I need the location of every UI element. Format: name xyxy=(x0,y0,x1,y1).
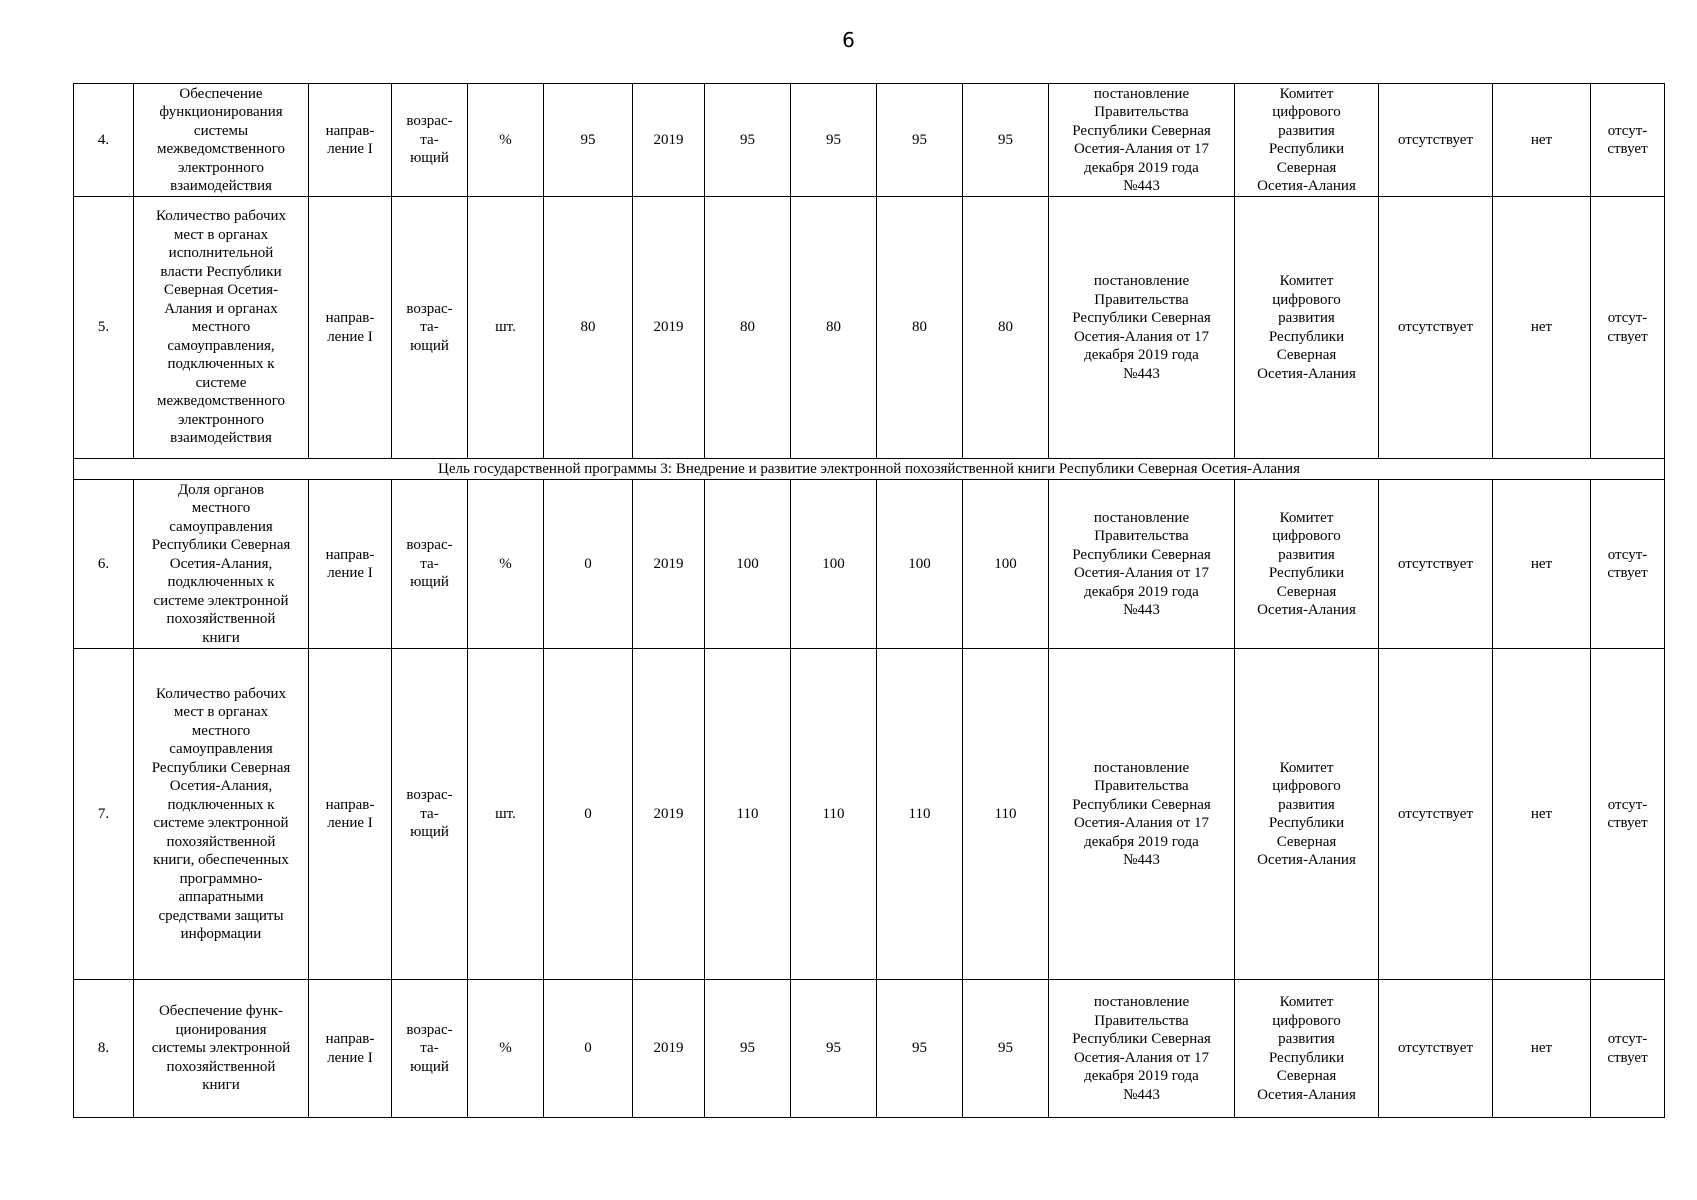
responsible-cell xyxy=(1235,84,1379,197)
text-line: развития xyxy=(1278,546,1335,563)
value-3-cell: 95 xyxy=(877,980,963,1118)
value-2-cell: 100 xyxy=(791,480,877,649)
value-4-cell: 110 xyxy=(963,649,1049,980)
text-line: направ- xyxy=(325,796,375,813)
text-line: отсут- xyxy=(1607,546,1648,563)
text-line: ствует xyxy=(1607,1049,1648,1066)
value-1-cell: 110 xyxy=(705,649,791,980)
text-line: Правительства xyxy=(1094,528,1189,544)
text-line: Республики xyxy=(1268,815,1345,831)
value-2-cell: 95 xyxy=(791,980,877,1118)
indicator-name xyxy=(134,480,309,649)
value-4-cell: 95 xyxy=(963,980,1049,1118)
text-line: межведомственного xyxy=(156,141,285,157)
text-line: постановление xyxy=(1093,994,1190,1010)
text-line: цифрового xyxy=(1272,1012,1341,1029)
text-line: Комитет xyxy=(1279,994,1334,1010)
text-line: декабря 2019 года xyxy=(1084,1068,1199,1084)
value-4-cell: 80 xyxy=(963,197,1049,459)
value-1-cell: 80 xyxy=(705,197,791,459)
base-year-cell: 2019 xyxy=(633,980,705,1118)
text-line: Северная xyxy=(1276,833,1337,850)
text-line: Осетия-Алания от 17 xyxy=(1073,141,1210,157)
value-2-cell: 110 xyxy=(791,649,877,980)
base-value-cell: 95 xyxy=(544,84,633,197)
text-line: развития xyxy=(1278,1031,1335,1047)
document-cell xyxy=(1049,980,1235,1118)
base-year-cell: 2019 xyxy=(633,480,705,649)
col-15-cell xyxy=(1591,980,1665,1118)
text-line: Осетия-Алания от 17 xyxy=(1073,328,1210,345)
col-14-cell: нет xyxy=(1493,980,1591,1118)
text-line: ющий xyxy=(410,574,449,591)
text-line: цифрового xyxy=(1272,528,1341,544)
text-line: ление I xyxy=(327,815,373,831)
document-cell xyxy=(1049,84,1235,197)
text-line: Осетия-Алания от 17 xyxy=(1073,1049,1210,1066)
unit-cell: % xyxy=(468,480,544,649)
text-line: Осетия-Алания xyxy=(1257,1086,1356,1103)
text-line: №443 xyxy=(1123,365,1160,382)
unit-cell: шт. xyxy=(468,197,544,459)
indicators-table xyxy=(73,83,1665,1118)
row-number: 6. xyxy=(74,480,134,649)
page-number: 6 xyxy=(842,28,855,52)
goal-text: Цель государственной программы 3: Внедрение и развитие электронной похозяйственной книги Республики Северная Осетия-Алания xyxy=(74,459,1665,480)
row-number: 4. xyxy=(74,84,134,197)
text-line: Правительства xyxy=(1094,1012,1189,1029)
text-line: электронного xyxy=(178,159,264,176)
text-line: Республики xyxy=(1268,565,1345,581)
col-13-cell: отсутствует xyxy=(1379,649,1493,980)
text-line: мест в органах xyxy=(173,226,269,243)
text-line: отсут- xyxy=(1607,122,1648,139)
col-13-cell: отсутствует xyxy=(1379,84,1493,197)
text-line: Комитет xyxy=(1279,273,1334,289)
text-line: та- xyxy=(420,805,439,822)
text-line: постановление xyxy=(1093,273,1190,289)
col-15-cell xyxy=(1591,649,1665,980)
text-line: Республики Северная xyxy=(1072,310,1211,326)
value-2-cell: 95 xyxy=(791,84,877,197)
text-line: самоуправления xyxy=(169,741,273,757)
text-line: ционирования xyxy=(175,1021,267,1038)
text-line: Северная xyxy=(1276,1068,1337,1084)
text-line: Правительства xyxy=(1094,778,1189,794)
col-13-cell: отсутствует xyxy=(1379,480,1493,649)
text-line: самоуправления, xyxy=(167,337,275,354)
text-line: самоуправления xyxy=(169,518,273,535)
text-line: Северная xyxy=(1276,583,1337,600)
indicator-name xyxy=(134,980,309,1118)
direction-cell xyxy=(309,649,392,980)
text-line: Северная Осетия- xyxy=(163,282,279,299)
col-15-cell xyxy=(1591,84,1665,197)
base-value-cell: 80 xyxy=(544,197,633,459)
text-line: Республики Северная xyxy=(151,537,291,554)
text-line: Правительства xyxy=(1094,291,1189,308)
text-line: похозяйственной xyxy=(166,833,276,850)
row-number: 8. xyxy=(74,980,134,1118)
value-3-cell: 80 xyxy=(877,197,963,459)
text-line: подключенных к xyxy=(167,796,275,813)
text-line: возрас- xyxy=(406,113,453,130)
text-line: ствует xyxy=(1607,565,1648,581)
col-15-cell xyxy=(1591,480,1665,649)
text-line: аппаратными xyxy=(178,889,264,905)
text-line: та- xyxy=(420,319,439,336)
col-15-cell xyxy=(1591,197,1665,459)
text-line: Комитет xyxy=(1279,759,1334,776)
text-line: направ- xyxy=(325,310,375,326)
text-line: исполнительной xyxy=(168,245,274,262)
text-line: №443 xyxy=(1123,178,1160,194)
text-line: Осетия-Алания, xyxy=(169,555,273,572)
text-line: Осетия-Алания xyxy=(1257,365,1356,382)
text-line: ющий xyxy=(410,1058,449,1075)
text-line: системе xyxy=(195,374,247,391)
text-line: декабря 2019 года xyxy=(1084,347,1199,363)
text-line: Северная xyxy=(1276,159,1337,176)
text-line: направ- xyxy=(325,122,375,139)
text-line: подключенных к xyxy=(167,356,275,373)
text-line: ющий xyxy=(410,337,449,354)
document-cell xyxy=(1049,649,1235,980)
trend-cell xyxy=(392,197,468,459)
text-line: ющий xyxy=(410,150,449,167)
row-number: 7. xyxy=(74,649,134,980)
text-line: Количество рабочих xyxy=(155,685,287,702)
text-line: декабря 2019 года xyxy=(1084,159,1199,176)
unit-cell: % xyxy=(468,84,544,197)
col-13-cell: отсутствует xyxy=(1379,197,1493,459)
text-line: №443 xyxy=(1123,602,1160,618)
text-line: Доля органов xyxy=(177,481,265,498)
table-row xyxy=(74,197,1665,459)
text-line: книги xyxy=(202,629,240,646)
text-line: системе электронной xyxy=(153,815,289,831)
text-line: Республики Северная xyxy=(1072,1031,1211,1047)
base-value-cell: 0 xyxy=(544,980,633,1118)
value-4-cell: 100 xyxy=(963,480,1049,649)
text-line: похозяйственной xyxy=(166,1058,276,1075)
text-line: возрас- xyxy=(406,537,453,554)
trend-cell xyxy=(392,980,468,1118)
value-1-cell: 100 xyxy=(705,480,791,649)
text-line: №443 xyxy=(1123,852,1160,868)
text-line: Количество рабочих xyxy=(155,208,287,225)
text-line: развития xyxy=(1278,796,1335,813)
text-line: мест в органах xyxy=(173,704,269,720)
text-line: развития xyxy=(1278,310,1335,326)
value-3-cell: 95 xyxy=(877,84,963,197)
row-number: 5. xyxy=(74,197,134,459)
text-line: возрас- xyxy=(406,1021,453,1038)
col-14-cell: нет xyxy=(1493,197,1591,459)
text-line: ствует xyxy=(1607,141,1648,157)
base-value-cell: 0 xyxy=(544,480,633,649)
text-line: Обеспечение xyxy=(179,85,263,102)
text-line: Северная xyxy=(1276,347,1337,363)
document-cell xyxy=(1049,197,1235,459)
text-line: та- xyxy=(420,131,439,148)
text-line: похозяйственной xyxy=(166,611,276,628)
text-line: цифрового xyxy=(1272,104,1341,120)
unit-cell: шт. xyxy=(468,649,544,980)
text-line: системы xyxy=(193,122,249,139)
trend-cell xyxy=(392,649,468,980)
text-line: ление I xyxy=(327,1049,373,1066)
direction-cell xyxy=(309,980,392,1118)
text-line: Алания и органах xyxy=(164,300,278,317)
value-3-cell: 100 xyxy=(877,480,963,649)
text-line: взаимодействия xyxy=(170,430,272,447)
text-line: №443 xyxy=(1123,1086,1160,1103)
text-line: электронного xyxy=(178,411,264,428)
table-row xyxy=(74,980,1665,1118)
indicator-name xyxy=(134,197,309,459)
text-line: отсут- xyxy=(1607,1031,1648,1047)
text-line: функционирования xyxy=(159,104,283,120)
text-line: отсут- xyxy=(1607,796,1648,813)
document-cell xyxy=(1049,480,1235,649)
direction-cell xyxy=(309,197,392,459)
text-line: направ- xyxy=(325,546,375,563)
text-line: возрас- xyxy=(406,787,453,804)
text-line: ление I xyxy=(327,328,373,345)
text-line: отсут- xyxy=(1607,310,1648,326)
text-line: местного xyxy=(191,722,251,739)
value-1-cell: 95 xyxy=(705,84,791,197)
text-line: ствует xyxy=(1607,328,1648,345)
responsible-cell xyxy=(1235,480,1379,649)
text-line: местного xyxy=(191,500,251,517)
col-13-cell: отсутствует xyxy=(1379,980,1493,1118)
responsible-cell xyxy=(1235,649,1379,980)
col-14-cell: нет xyxy=(1493,84,1591,197)
direction-cell xyxy=(309,84,392,197)
value-2-cell: 80 xyxy=(791,197,877,459)
text-line: Правительства xyxy=(1094,104,1189,120)
text-line: системе электронной xyxy=(153,592,289,609)
text-line: постановление xyxy=(1093,509,1190,526)
value-1-cell: 95 xyxy=(705,980,791,1118)
text-line: Осетия-Алания от 17 xyxy=(1073,815,1210,831)
value-4-cell: 95 xyxy=(963,84,1049,197)
indicator-name xyxy=(134,84,309,197)
table-row xyxy=(74,480,1665,649)
text-line: подключенных к xyxy=(167,574,275,591)
text-line: ление I xyxy=(327,565,373,581)
text-line: постановление xyxy=(1093,759,1190,776)
col-14-cell: нет xyxy=(1493,649,1591,980)
text-line: местного xyxy=(191,319,251,336)
text-line: ющий xyxy=(410,824,449,841)
base-year-cell: 2019 xyxy=(633,649,705,980)
text-line: Осетия-Алания, xyxy=(169,778,273,794)
goal-row xyxy=(74,459,1665,480)
indicator-name xyxy=(134,649,309,980)
text-line: Обеспечение функ- xyxy=(158,1003,284,1020)
value-3-cell: 110 xyxy=(877,649,963,980)
text-line: цифрового xyxy=(1272,778,1341,794)
text-line: возрас- xyxy=(406,300,453,317)
base-value-cell: 0 xyxy=(544,649,633,980)
text-line: Республики Северная xyxy=(1072,122,1211,139)
text-line: ление I xyxy=(327,141,373,157)
text-line: межведомственного xyxy=(156,393,285,410)
text-line: системы электронной xyxy=(151,1040,291,1057)
text-line: программно- xyxy=(179,870,263,887)
text-line: декабря 2019 года xyxy=(1084,833,1199,850)
text-line: декабря 2019 года xyxy=(1084,583,1199,600)
trend-cell xyxy=(392,480,468,649)
text-line: информации xyxy=(180,926,262,942)
text-line: та- xyxy=(420,555,439,572)
text-line: направ- xyxy=(325,1031,375,1047)
text-line: книги xyxy=(202,1077,240,1094)
trend-cell xyxy=(392,84,468,197)
responsible-cell xyxy=(1235,980,1379,1118)
base-year-cell: 2019 xyxy=(633,84,705,197)
text-line: Осетия-Алания от 17 xyxy=(1073,565,1210,581)
text-line: Республики Северная xyxy=(1072,546,1211,563)
text-line: Республики Северная xyxy=(1072,796,1211,813)
text-line: цифрового xyxy=(1272,291,1341,308)
text-line: Республики xyxy=(1268,141,1345,157)
text-line: Осетия-Алания xyxy=(1257,602,1356,618)
text-line: Республики xyxy=(1268,328,1345,345)
text-line: взаимодействия xyxy=(170,178,272,194)
text-line: Осетия-Алания xyxy=(1257,852,1356,868)
text-line: ствует xyxy=(1607,815,1648,831)
text-line: власти Республики xyxy=(160,263,282,280)
text-line: та- xyxy=(420,1040,439,1057)
text-line: Республики Северная xyxy=(151,759,291,776)
text-line: развития xyxy=(1278,122,1335,139)
text-line: средствами защиты xyxy=(158,907,284,924)
text-line: постановление xyxy=(1093,85,1190,102)
responsible-cell xyxy=(1235,197,1379,459)
table-row xyxy=(74,649,1665,980)
text-line: книги, обеспеченных xyxy=(153,852,289,868)
table-row xyxy=(74,84,1665,197)
text-line: Комитет xyxy=(1279,85,1334,102)
text-line: Комитет xyxy=(1279,509,1334,526)
unit-cell: % xyxy=(468,980,544,1118)
direction-cell xyxy=(309,480,392,649)
col-14-cell: нет xyxy=(1493,480,1591,649)
base-year-cell: 2019 xyxy=(633,197,705,459)
text-line: Осетия-Алания xyxy=(1257,178,1356,194)
text-line: Республики xyxy=(1268,1049,1345,1066)
